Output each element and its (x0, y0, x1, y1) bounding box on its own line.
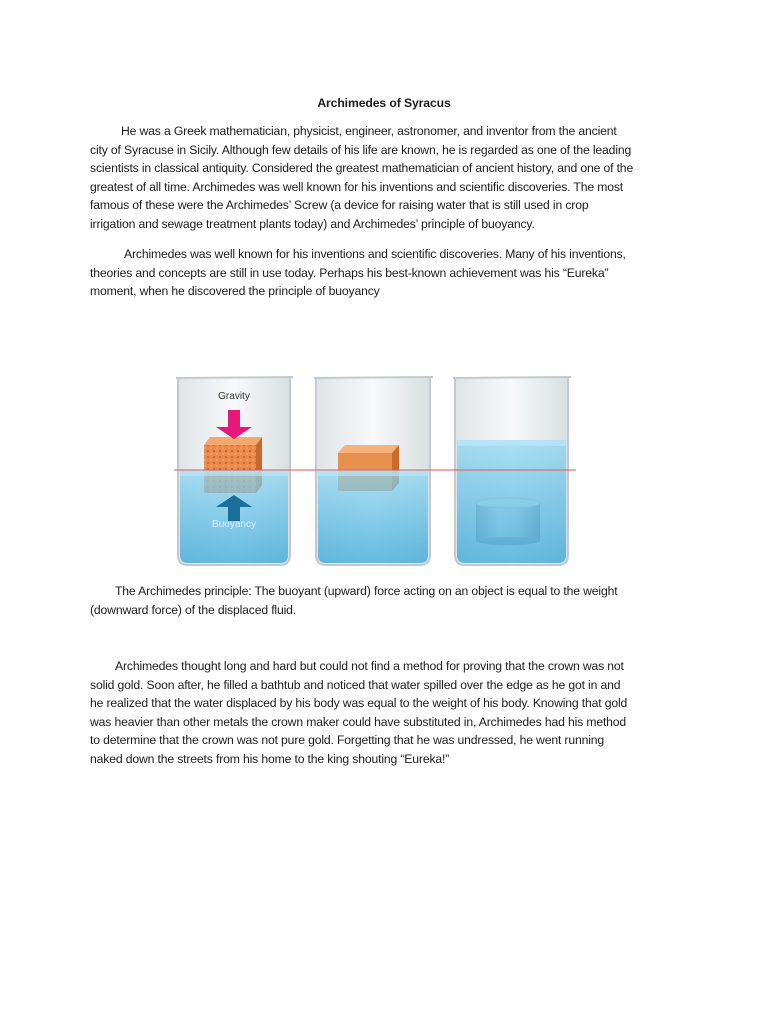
paragraph-line: The Archimedes principle: The buoyant (upward) force acting on an object is equal to the weight (115, 584, 618, 598)
beaker-1-water-surface (180, 470, 288, 476)
beaker-3-water-surface (457, 440, 566, 446)
paragraph-line: city of Syracuse in Sicily. Although few details of his life are known, he is regarded as one of the leading (90, 142, 632, 157)
paragraph-line: he realized that the water displaced by his body was equal to the weight of his body. Knowing that gold (90, 696, 628, 711)
document-title: Archimedes of Syracus (317, 96, 451, 110)
beaker-2-water-surface (318, 470, 428, 476)
paragraph-line: (downward force) of the displaced fluid. (90, 602, 297, 617)
paragraph-line: irrigation and sewage treatment plants today) and Archimedes’ principle of buoyancy. (90, 216, 535, 231)
paragraph-line: theories and concepts are still in use today. Perhaps his best-known achievement was his “Eureka” (90, 265, 609, 280)
gravity-label: Gravity (218, 391, 250, 402)
paragraph-principle (90, 582, 690, 619)
buoyancy-label: Buoyancy (212, 519, 256, 530)
buoyancy-beakers-illustration (170, 365, 580, 575)
paragraph-line: to determine that the crown was not pure gold. Forgetting that he was undressed, he went running (90, 733, 605, 748)
paragraph-line: Archimedes thought long and hard but could not find a method for proving that the crown was not (115, 659, 624, 673)
paragraph-line: Archimedes was well known for his inventions and scientific discoveries. Many of his inventions, (124, 247, 626, 261)
paragraph-crown-story (90, 657, 690, 769)
paragraph-intro (90, 122, 690, 234)
beaker-3-water (457, 440, 566, 563)
beaker-2-water (318, 470, 428, 563)
paragraph-line: naked down the streets from his home to the king shouting “Eureka!” (90, 751, 450, 766)
paragraph-line: greatest of all time. Archimedes was well known for his inventions and scientific discoveries. The most (90, 179, 624, 194)
paragraph-line: was heavier than other metals the crown maker could have substituted in, Archimedes had his method (90, 714, 627, 729)
paragraph-line: scientists in classical antiquity. Considered the greatest mathematician of ancient history, and one of the (90, 161, 634, 176)
paragraph-line: famous of these were the Archimedes’ Screw (a device for raising water that is still used in crop (90, 198, 589, 213)
paragraph-eureka (90, 245, 690, 301)
paragraph-line: He was a Greek mathematician, physicist, engineer, astronomer, and inventor from the ancient (121, 124, 617, 138)
paragraph-line: solid gold. Soon after, he filled a bathtub and noticed that water spilled over the edge as he got in and (90, 677, 621, 692)
paragraph-line: moment, when he discovered the principle of buoyancy (90, 284, 380, 299)
